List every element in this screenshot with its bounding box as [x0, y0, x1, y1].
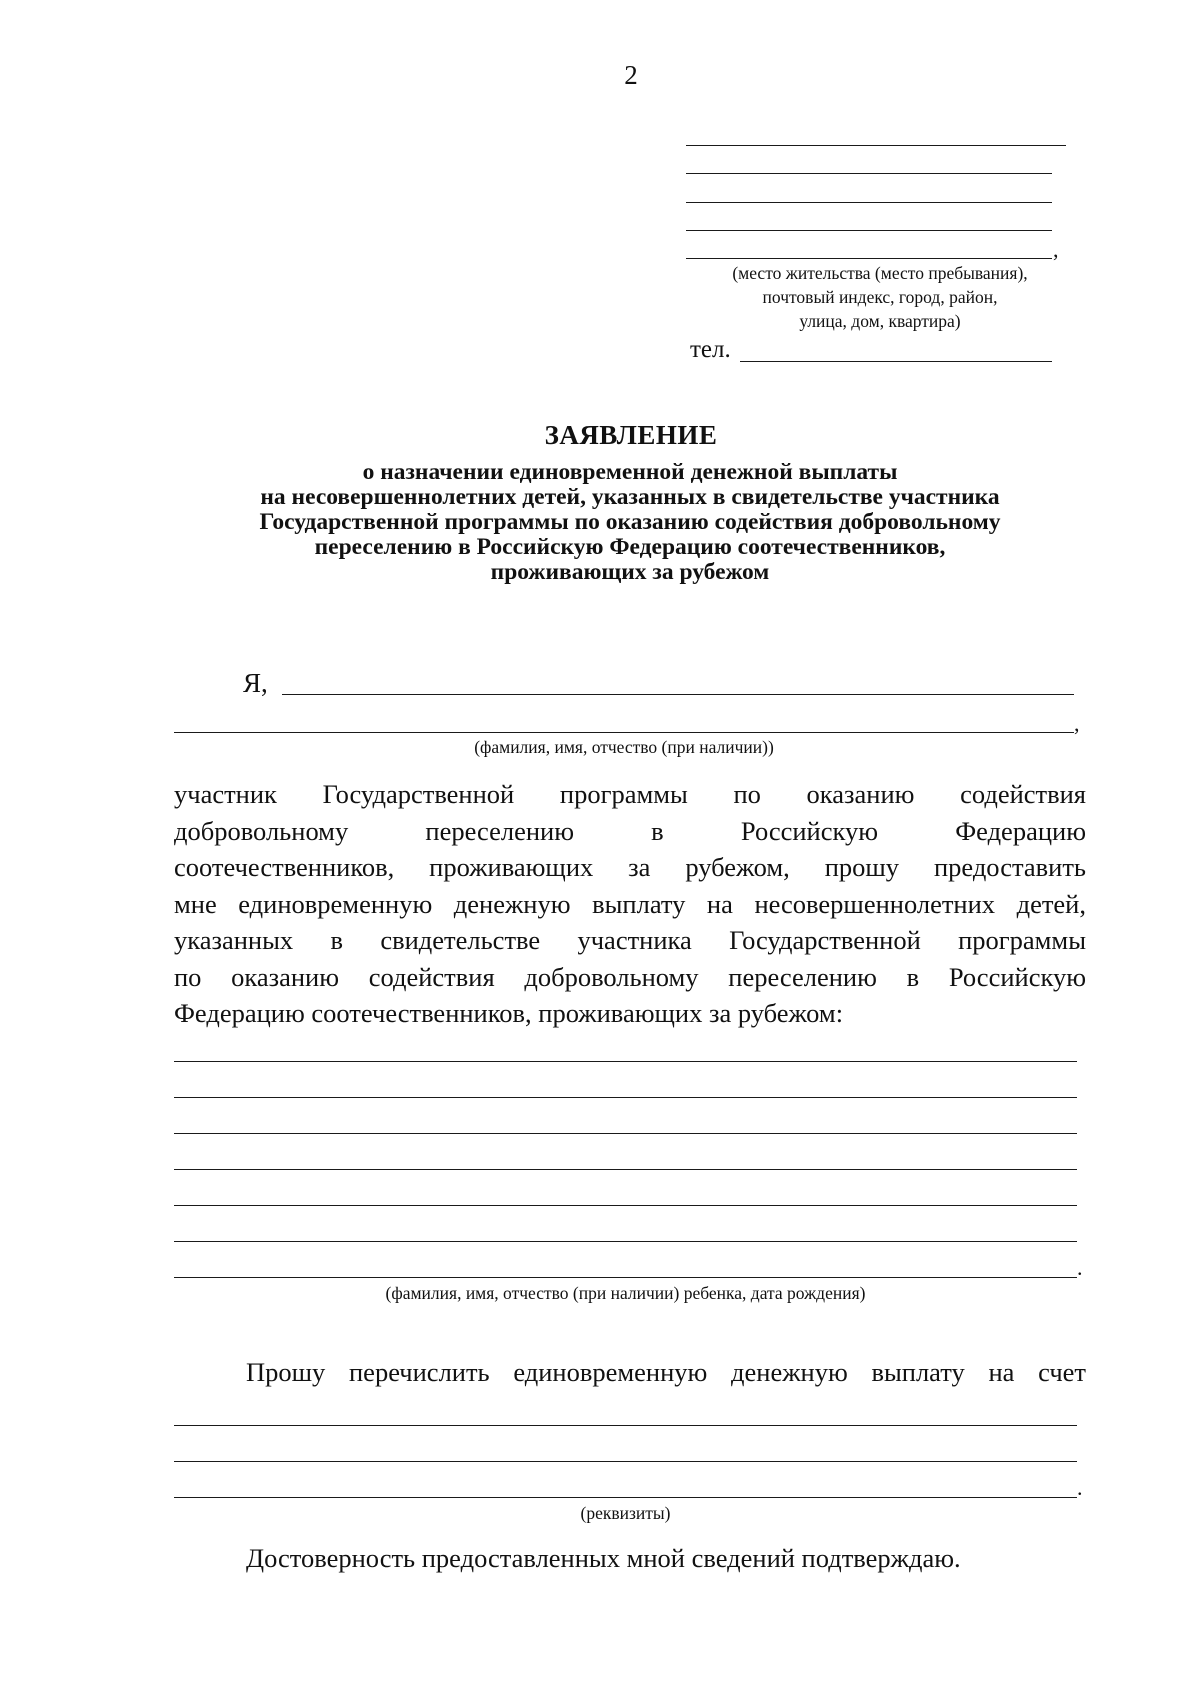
- body-line: мне единовременную денежную выплату на несовершеннолетних детей,: [174, 888, 1086, 919]
- document-title: ЗАЯВЛЕНИЕ: [544, 420, 718, 450]
- confirmation-statement: Достоверность предоставленных мной сведений подтверждаю.: [246, 1543, 961, 1573]
- body-line: по оказанию содействия добровольному переселению в Российскую: [174, 961, 1086, 992]
- address-caption-line: улица, дом, квартира): [799, 311, 961, 331]
- address-caption: [680, 261, 1080, 333]
- body-line: участник Государственной программы по оказанию содействия: [174, 779, 1086, 809]
- children-line-4[interactable]: [174, 1169, 1077, 1170]
- bank-details-line-3[interactable]: [174, 1497, 1077, 1498]
- subtitle-line: проживающих за рубежом: [490, 559, 770, 585]
- address-comma: ,: [1053, 237, 1059, 262]
- address-line-5[interactable]: [686, 258, 1052, 259]
- body-line: указанных в свидетельстве участника Государственной программы: [174, 925, 1086, 955]
- address-caption-line: почтовый индекс, город, район,: [762, 287, 998, 307]
- address-line-1[interactable]: [686, 145, 1066, 146]
- children-line-6[interactable]: [174, 1241, 1077, 1242]
- page-number: 2: [624, 60, 638, 90]
- address-line-4[interactable]: [686, 230, 1052, 231]
- phone-label: тел.: [690, 336, 731, 363]
- subtitle-line: о назначении единовременной денежной выплаты: [362, 459, 898, 485]
- phone-field-line[interactable]: [740, 361, 1052, 362]
- address-line-3[interactable]: [686, 202, 1052, 203]
- body-line: Федерацию соотечественников, проживающих за рубежом:: [174, 998, 844, 1028]
- applicant-name-line-1[interactable]: [282, 694, 1074, 695]
- subtitle-line: переселению в Российскую Федерацию соотечественников,: [314, 534, 946, 560]
- payment-request: Прошу перечислить единовременную денежную выплату на счет: [246, 1357, 1086, 1387]
- children-line-1[interactable]: [174, 1061, 1077, 1062]
- body-line: соотечественников, проживающих за рубежом, прошу предоставить: [174, 852, 1086, 882]
- children-line-5[interactable]: [174, 1205, 1077, 1206]
- children-period: .: [1077, 1255, 1083, 1280]
- applicant-caption: (фамилия, имя, отчество (при наличии)): [474, 737, 774, 757]
- bank-details-line-2[interactable]: [174, 1461, 1077, 1462]
- address-line-2[interactable]: [686, 173, 1052, 174]
- children-line-2[interactable]: [174, 1097, 1077, 1098]
- address-caption-line: (место жительства (место пребывания),: [732, 263, 1028, 283]
- body-line: добровольному переселению в Российскую Федерацию: [174, 815, 1086, 846]
- children-line-3[interactable]: [174, 1133, 1077, 1134]
- children-caption: (фамилия, имя, отчество (при наличии) ребенка, дата рождения): [385, 1283, 866, 1303]
- bank-details-line-1[interactable]: [174, 1425, 1077, 1426]
- applicant-prefix: Я,: [243, 668, 268, 698]
- bank-details-period: .: [1077, 1475, 1083, 1500]
- children-line-7[interactable]: [174, 1277, 1077, 1278]
- document-subtitle: [160, 460, 1100, 585]
- subtitle-line: Государственной программы по оказанию содействия добровольному: [259, 509, 1001, 535]
- body-paragraph: [174, 776, 1086, 1032]
- applicant-comma: ,: [1074, 711, 1080, 736]
- subtitle-line: на несовершеннолетних детей, указанных в свидетельстве участника: [260, 484, 1000, 510]
- applicant-name-line-2[interactable]: [174, 732, 1074, 733]
- bank-details-caption: (реквизиты): [580, 1503, 671, 1523]
